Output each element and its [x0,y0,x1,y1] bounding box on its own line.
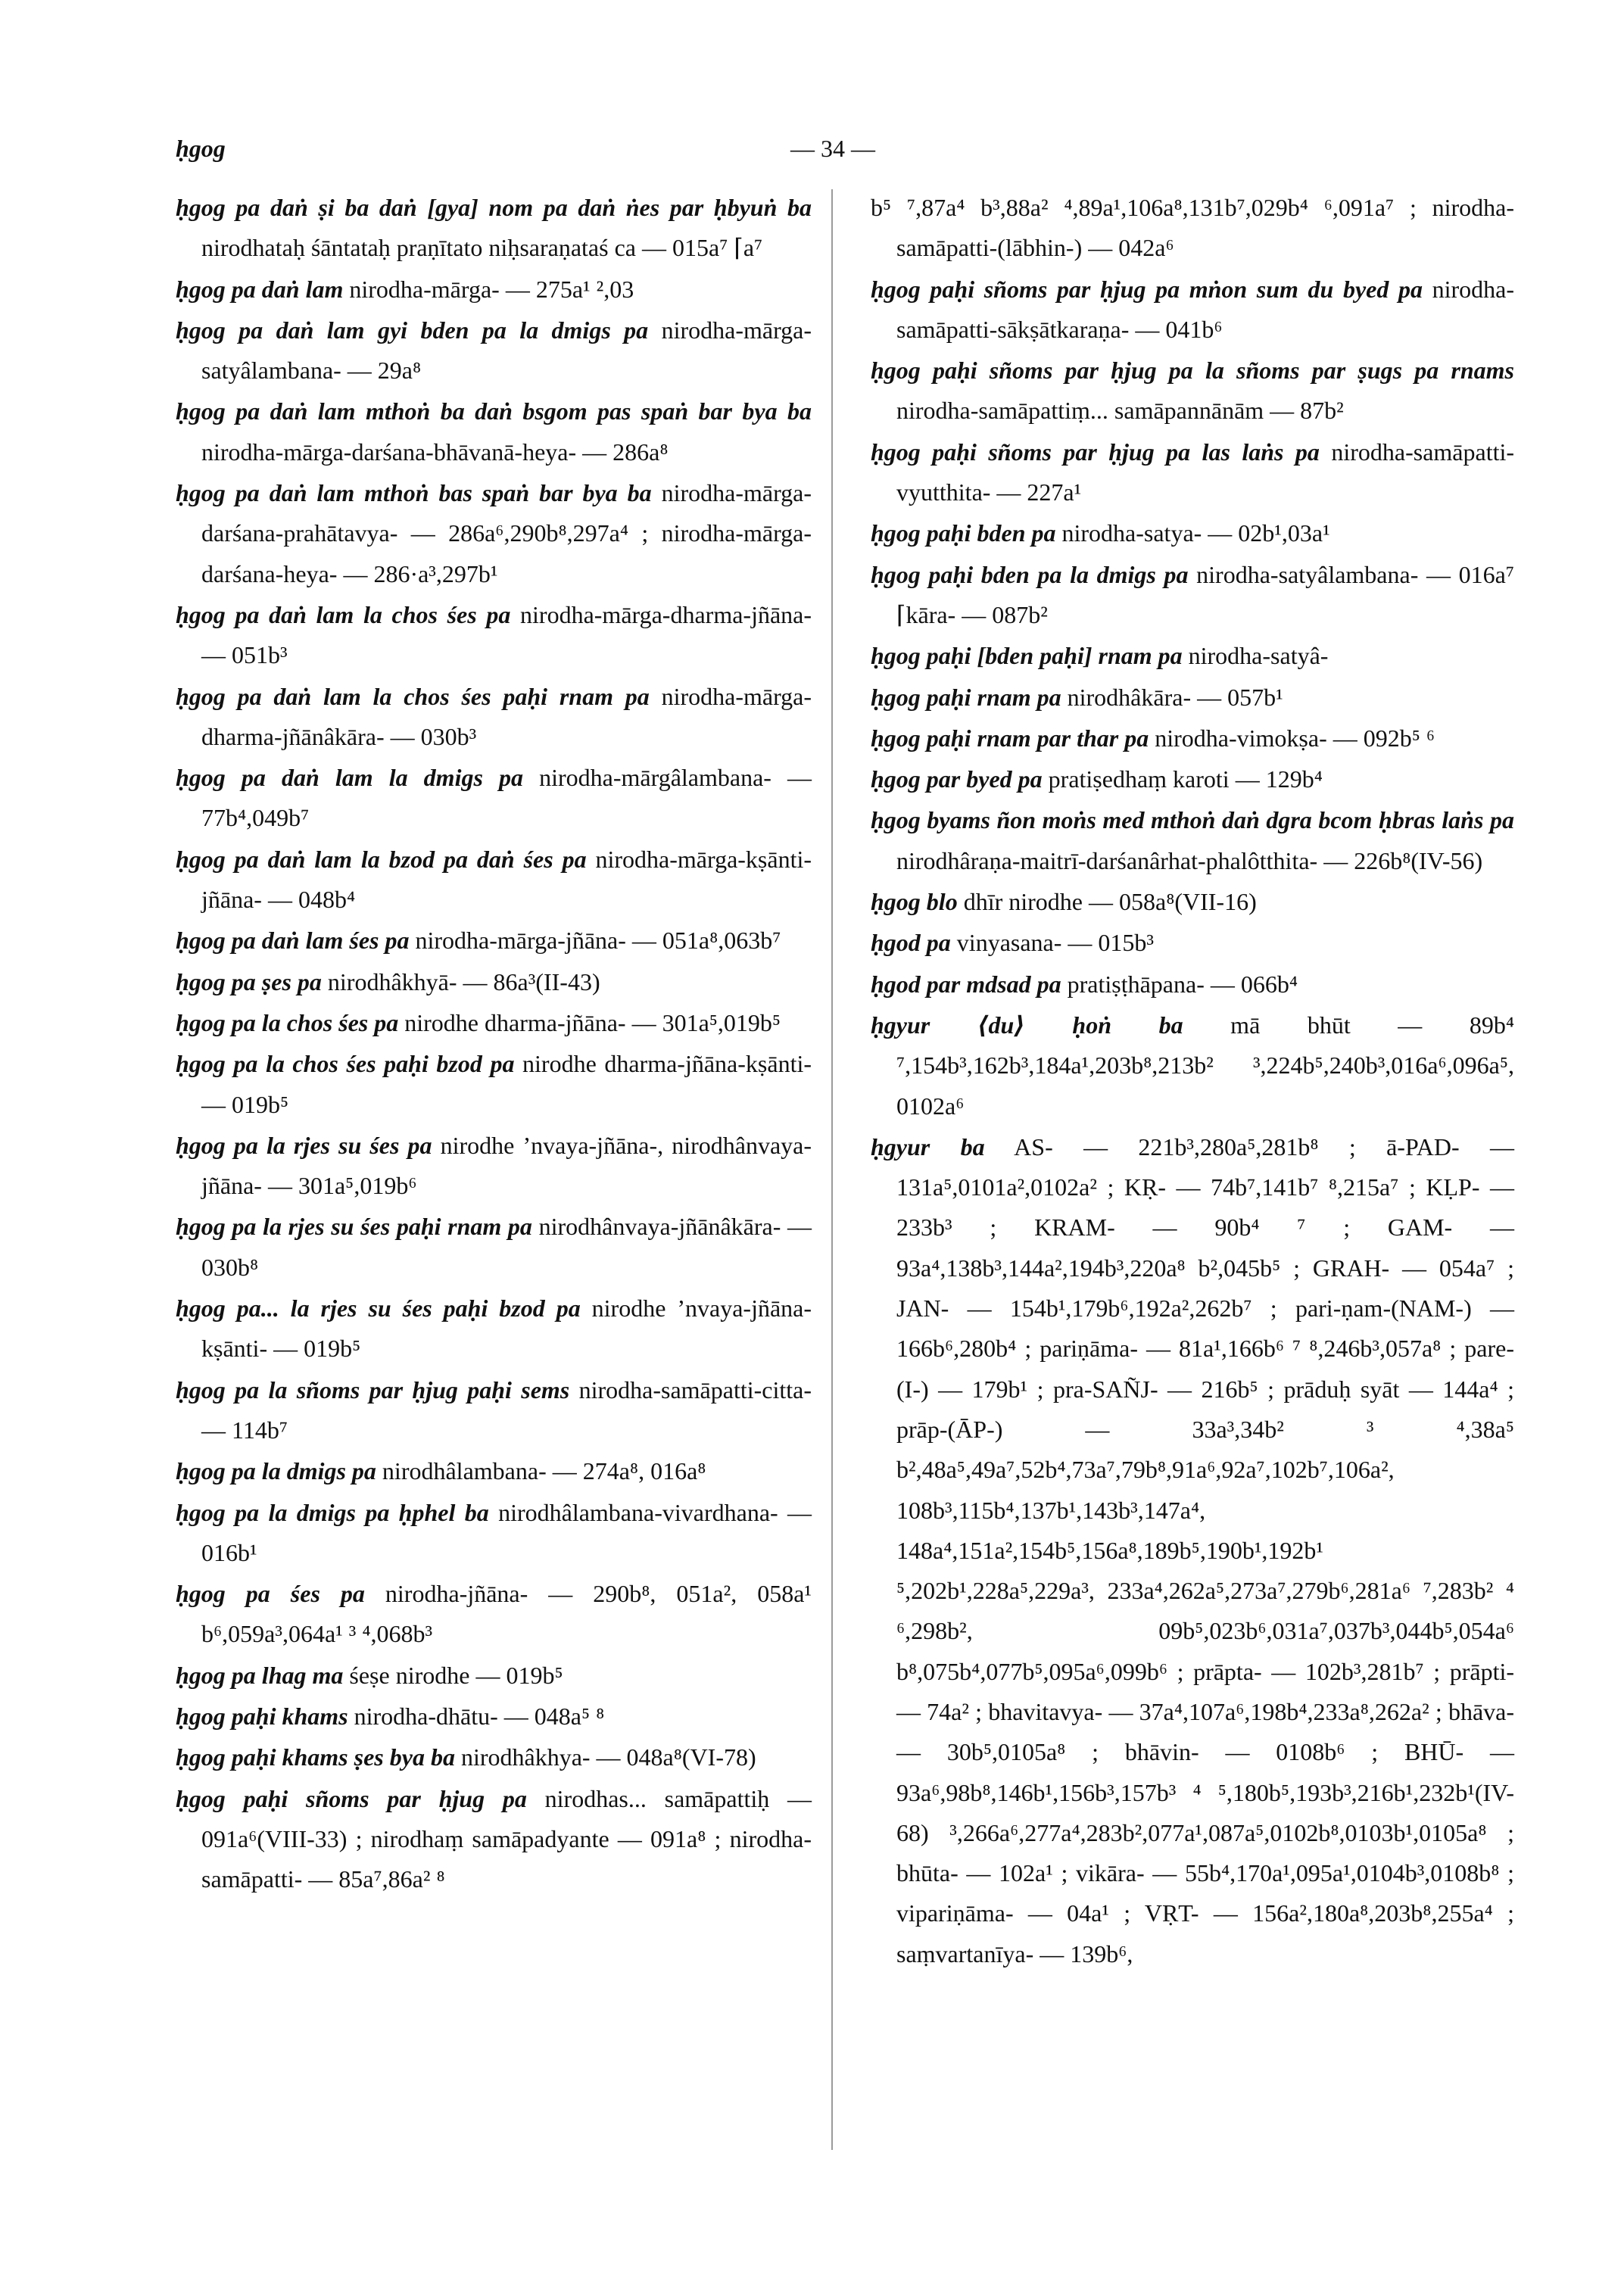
entry-headword: ḥgog pa daṅ lam mthoṅ bas spaṅ bar bya ba [176,479,652,507]
entry-headword: ḥgog blo [871,888,958,916]
dictionary-entry [176,391,812,472]
entry-sanskrit: śeṣe nirodhe — 019b⁵ [349,1661,563,1689]
running-head: ḥgog [176,135,226,162]
page-number: — 34 — [790,135,875,162]
dictionary-entry [176,269,812,310]
entry-sanskrit: nirodha-mārga-jñāna- — 051a⁸,063b⁷ [415,927,781,955]
entry-headword: ḥgog pa daṅ lam la chos śes paḥi rnam pa [176,682,650,710]
entry-sanskrit: nirodhâlambana-vivardhana- — 016b¹ [201,1498,812,1566]
entry-headword: ḥgog paḥi khams [176,1702,348,1730]
dictionary-entry [176,473,812,594]
entry-sanskrit: nirodha-mārga-satyâlambana- — 29a⁸ [201,316,812,385]
dictionary-entry [176,1656,812,1696]
entry-headword: ḥgog paḥi rnam par thar pa [871,724,1149,752]
dictionary-entry [871,555,1514,636]
dictionary-entry [871,882,1514,922]
right-column [871,188,1514,1975]
entry-sanskrit: dhīr nirodhe — 058a⁸(VII-16) [963,888,1257,916]
entry-headword: ḥgog pa la chos śes pa [176,1008,399,1036]
dictionary-entry [176,677,812,758]
entry-headword: ḥgog pa daṅ lam la chos śes pa [176,600,511,628]
entry-sanskrit: nirodhataḥ śāntataḥ praṇītato niḥsaraṇataś ca — 015a⁷ ⌈a⁷ [201,234,763,262]
entry-sanskrit: pratiṣṭhāpana- — 066b⁴ [1067,970,1298,998]
entry-headword: ḥgog pa daṅ lam śes pa [176,927,410,955]
dictionary-entry [176,595,812,676]
entry-headword: ḥgog byams ñon moṅs med mthoṅ daṅ dgra bcom ḥbras laṅs pa [871,806,1514,834]
entry-headword: ḥgog pa la rjes su śes paḥi rnam pa [176,1213,532,1241]
entry-sanskrit: nirodha-mārga- — 275a¹ ²,03 [349,275,634,303]
dictionary-entry [176,1207,812,1288]
dictionary-entry [871,188,1514,269]
entry-sanskrit: AS- — 221b³,280a⁵,281b⁸ ; ā-PAD- — 131a⁵,0101a²,0102a² ; KṚ- — 74b⁷,141b⁷ ⁸,215a⁷ ; KḶP- — 233b³ ; KRAM- — 90b⁴ ⁷ ; GAM- — 93a⁴,138b³,144a²,194b³,220a⁸ b²,045b⁵ ; GRAH- — 054a⁷ ; JAN- — 154b¹,179b⁶,192a²,262b⁷ ; pari-ṇam-(NAM-) — 166b⁶,280b⁴ ; pariṇāma- — 81a¹,166b⁶ ⁷ ⁸,246b³,057a⁸ ; pare-(I-) — 179b¹ ; pra-SAÑJ- — 216b⁵ ; prāduḥ syāt — 144a⁴ ; prāp-(ĀP-) — 33a³,34b² ³ ⁴,38a⁵ b²,48a⁵,49a⁷,52b⁴,73a⁷,79b⁸,91a⁶,92a⁷,102b⁷,106a², 108b³,115b⁴,137b¹,143b³,147a⁴, 148a⁴,151a²,154b⁵,156a⁸,189b⁵,190b¹,192b¹ ⁵,202b¹,228a⁵,229a³, 233a⁴,262a⁵,273a⁷,279b⁶,281a⁶ ⁷,283b² ⁴ ⁶,298b², 09b⁵,023b⁶,031a⁷,037b³,044b⁵,054a⁶ b⁸,075b⁴,077b⁵,095a⁶,099b⁶ ; prāpta- — 102b³,281b⁷ ; prāpti- — 74a² ; bhavitavya- — 37a⁴,107a⁶,198b⁴,233a⁸,262a² ; bhāva- — 30b⁵,0105a⁸ ; bhāvin- — 0108b⁶ ; BHŪ- — 93a⁶,98b⁸,146b¹,156b³,157b³ ⁴ ⁵,180b⁵,193b³,216b¹,232b¹(IV-68) ³,266a⁶,277a⁴,283b²,077a¹,087a⁵,0102b⁸,0103b¹,0105a⁸ ; bhūta- — 102a¹ ; vikāra- — 55b⁴,170a¹,095a¹,0104b³,0108b⁸ ; vipariṇāma- — 04a¹ ; VṚT- — 156a²,180a⁸,203b⁸,255a⁴ ; saṃvartanīya- — 139b⁶, [896,1132,1515,1967]
dictionary-entry [871,350,1514,431]
entry-headword: ḥgog pa daṅ lam [176,275,344,303]
entry-headword: ḥgog paḥi rnam pa [871,683,1061,711]
entry-headword: ḥgod pa [871,929,951,957]
entry-headword: ḥgog pa la rjes su śes pa [176,1131,432,1159]
entry-sanskrit: nirodhâlambana- — 274a⁸, 016a⁸ [382,1457,706,1485]
entry-headword: ḥgog pa daṅ lam mthoṅ ba daṅ bsgom pas spaṅ bar bya ba [176,397,812,425]
dictionary-entry [871,1127,1514,1974]
entry-sanskrit: nirodha-vimokṣa- — 092b⁵ ⁶ [1155,724,1435,752]
entry-headword: ḥgog par byed pa [871,765,1043,793]
dictionary-entry [176,1737,812,1777]
entry-headword: ḥgog paḥi bden pa la dmigs pa [871,560,1189,588]
dictionary-entry [871,718,1514,759]
entry-sanskrit: nirodhe ’nvaya-jñāna-, nirodhânvaya-jñāna- — 301a⁵,019b⁶ [201,1131,812,1200]
dictionary-entry [871,269,1514,350]
entry-sanskrit: nirodhe ’nvaya-jñāna-kṣānti- — 019b⁵ [201,1294,812,1363]
entry-sanskrit: nirodhâkhyā- — 86a³(II-43) [327,967,600,995]
entry-headword: ḥgog pa la dmigs pa ḥphel ba [176,1498,489,1526]
entry-sanskrit: nirodha-mārga-darśana-bhāvanā-heya- — 286a⁸ [201,438,669,466]
entry-sanskrit: nirodhâkāra- — 057b¹ [1067,683,1283,711]
column-divider [831,189,833,2150]
entry-sanskrit: vinyasana- — 015b³ [956,929,1154,957]
entry-sanskrit: nirodha-samāpatti-citta- — 114b⁷ [201,1375,812,1444]
entry-headword: ḥgod par mdsad pa [871,970,1061,998]
dictionary-entry [176,1451,812,1491]
dictionary-entry [176,1696,812,1737]
entry-sanskrit: nirodha-mārgâlambana- — 77b⁴,049b⁷ [201,764,812,832]
dictionary-entry [176,310,812,391]
entry-headword: ḥgog pa ṣes pa [176,967,322,995]
entry-sanskrit: nirodhâraṇa-maitrī-darśanârhat-phalôtthita- — 226b⁸(IV-56) [896,846,1483,874]
entry-headword: ḥgog paḥi sñoms par ḥjug pa [176,1784,527,1812]
dictionary-entry [176,758,812,839]
entry-sanskrit: b⁵ ⁷,87a⁴ b³,88a² ⁴,89a¹,106a⁸,131b⁷,029b⁴ ⁶,091a⁷ ; nirodha-samāpatti-(lābhin-) — 042a⁶ [871,194,1514,262]
entry-headword: ḥgog pa la chos śes paḥi bzod pa [176,1050,515,1078]
dictionary-entry [176,1779,812,1900]
entry-sanskrit: nirodhâkhya- — 048a⁸(VI-78) [460,1743,756,1771]
dictionary-entry [871,759,1514,799]
entry-sanskrit: nirodha-samāpatti-sākṣātkaraṇa- — 041b⁶ [896,275,1515,343]
dictionary-entry [871,513,1514,553]
entry-headword: ḥgog pa la dmigs pa [176,1457,376,1485]
dictionary-entry [176,1003,812,1043]
dictionary-entry [871,678,1514,718]
entry-sanskrit: nirodha-jñāna- — 290b⁸, 051a², 058a¹ b⁶,059a³,064a¹ ³ ⁴,068b³ [201,1580,812,1648]
entry-headword: ḥgog pa daṅ lam gyi bden pa la dmigs pa [176,316,649,344]
dictionary-entry [176,1574,812,1655]
dictionary-entry [176,188,812,269]
entry-headword: ḥgyur ba [871,1132,985,1161]
entry-sanskrit: nirodhe dharma-jñāna-kṣānti- — 019b⁵ [201,1050,812,1118]
entry-sanskrit: nirodha-mārga-dharma-jñānâkāra- — 030b³ [201,682,812,750]
entry-headword: ḥgog paḥi [bden paḥi] rnam pa [871,642,1183,670]
entry-headword: ḥgog pa la sñoms par ḥjug paḥi sems [176,1375,570,1404]
dictionary-entry [176,1493,812,1574]
entry-headword: ḥgog paḥi khams ṣes bya ba [176,1743,455,1771]
dictionary-entry [176,921,812,961]
entry-headword: ḥgog pa... la rjes su śes paḥi bzod pa [176,1294,581,1323]
entry-sanskrit: nirodha-samāpattiṃ... samāpannānām — 87b² [896,397,1344,425]
entry-headword: ḥgog paḥi sñoms par ḥjug pa las laṅs pa [871,438,1320,466]
entry-sanskrit: mā bhūt — 89b⁴ ⁷,154b³,162b³,184a¹,203b⁸,213b² ³,224b⁵,240b³,016a⁶,096a⁵, 0102a⁶ [896,1011,1515,1120]
dictionary-entry [176,1044,812,1125]
entry-sanskrit: nirodhânvaya-jñānâkāra- — 030b⁸ [201,1213,812,1281]
entry-sanskrit: nirodha-satyâ- [1188,642,1329,670]
entry-sanskrit: nirodha-mārga-darśana-prahātavya- — 286a⁶,290b⁸,297a⁴ ; nirodha-mārga-darśana-heya- — 286·a³,297b¹ [201,479,812,587]
dictionary-entry [871,964,1514,1005]
entry-headword: ḥgog pa lhag ma [176,1661,344,1689]
dictionary-entry [176,1370,812,1451]
dictionary-entry [871,432,1514,513]
dictionary-entry [871,923,1514,963]
entry-sanskrit: nirodha-mārga-kṣānti-jñāna- — 048b⁴ [201,845,812,914]
entry-sanskrit: nirodhe dharma-jñāna- — 301a⁵,019b⁵ [404,1008,781,1036]
entry-sanskrit: nirodha-satyâlambana- — 016a⁷ ⌈kāra- — 087b² [896,560,1515,628]
entry-sanskrit: nirodha-mārga-dharma-jñāna- — 051b³ [201,600,812,669]
dictionary-entry [176,1126,812,1207]
entry-headword: ḥgyur ⟨du⟩ ḥoṅ ba [871,1011,1183,1039]
entry-sanskrit: nirodha-satya- — 02b¹,03a¹ [1061,519,1330,547]
entry-headword: ḥgog pa daṅ ṣi ba daṅ [gya] nom pa daṅ ṅes par ḥbyuṅ ba [176,194,812,221]
entry-headword: ḥgog pa daṅ lam la bzod pa daṅ śes pa [176,845,587,873]
entry-headword: ḥgog pa śes pa [176,1580,365,1608]
entry-headword: ḥgog paḥi bden pa [871,519,1056,547]
entry-sanskrit: pratiṣedhaṃ karoti — 129b⁴ [1048,765,1323,793]
dictionary-entry [871,800,1514,881]
entry-headword: ḥgog pa daṅ lam la dmigs pa [176,764,524,792]
dictionary-entry [871,636,1514,676]
entry-headword: ḥgog paḥi sñoms par ḥjug pa mṅon sum du byed pa [871,275,1423,303]
dictionary-entry [176,962,812,1002]
dictionary-entry [176,840,812,921]
entry-sanskrit: nirodha-dhātu- — 048a⁵ ⁸ [354,1702,605,1730]
dictionary-entry [871,1005,1514,1126]
entry-sanskrit: nirodhas... samāpattiḥ — 091a⁶(VIII-33) ; nirodhaṃ samāpadyante — 091a⁸ ; nirodha-samāpatti- — 85a⁷,86a² ⁸ [201,1784,812,1893]
entry-headword: ḥgog paḥi sñoms par ḥjug pa la sñoms par ṣugs pa rnams [871,357,1514,385]
entry-sanskrit: nirodha-samāpatti-vyutthita- — 227a¹ [896,438,1515,506]
left-column [176,188,812,1900]
dictionary-entry [176,1288,812,1369]
